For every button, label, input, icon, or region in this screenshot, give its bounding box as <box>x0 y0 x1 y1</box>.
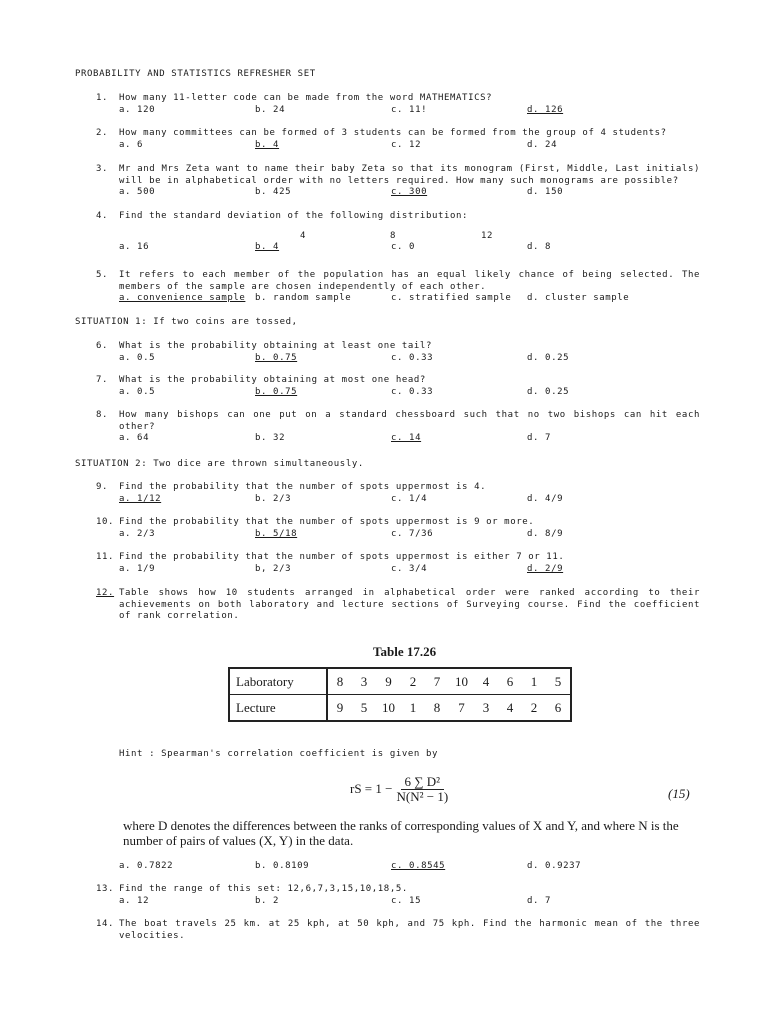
choice-b: b, 2/3 <box>255 563 292 574</box>
question-text: How many bishops can one put on a standard chessboard such that no two bishops can hit each other? <box>119 410 700 432</box>
distribution-value: 12 <box>481 230 494 241</box>
situation-1-heading: SITUATION 1: If two coins are tossed, <box>75 317 298 327</box>
question-number: 8. <box>96 410 109 420</box>
question-number: 9. <box>96 482 109 492</box>
choice-a: a. 500 <box>119 187 156 197</box>
table-cell: 8 <box>327 668 352 695</box>
answer-choices <box>119 896 700 908</box>
question-number: 10. <box>96 517 115 527</box>
hint-text: Hint : Spearman's correlation coefficient is given by <box>119 749 438 759</box>
choice-d: d. 4/9 <box>527 493 564 504</box>
question-number: 14. <box>96 919 115 929</box>
choice-b: b. 24 <box>255 104 286 115</box>
table-cell: 5 <box>360 699 368 715</box>
question-10 <box>96 517 700 540</box>
choice-c-answer: c. 0.8545 <box>391 861 446 871</box>
question-5 <box>96 270 700 305</box>
choice-d: d. 7 <box>527 433 552 443</box>
question-11 <box>96 552 700 575</box>
choice-c: c. 0.33 <box>391 352 434 363</box>
question-number: 5. <box>96 270 109 280</box>
table-cell: 3 <box>482 699 490 715</box>
table-cell: 10 <box>449 668 474 695</box>
question-2 <box>96 128 700 151</box>
choice-c: c. 7/36 <box>391 528 434 539</box>
distribution-value: 4 <box>300 230 307 241</box>
choice-c: c. 0.33 <box>391 386 434 397</box>
choice-d-answer: d. 126 <box>527 104 564 115</box>
table-cell: 1 <box>409 699 417 715</box>
question-number: 13. <box>96 884 115 894</box>
question-text: It refers to each member of the population has an equal likely chance of being selected. The members of the sample are chosen independently of each other. <box>119 270 700 292</box>
choice-b: b. 2 <box>255 895 280 906</box>
table-cell: 2 <box>530 699 538 715</box>
choice-d: d. cluster sample <box>527 293 630 303</box>
choice-a: a. 0.5 <box>119 352 156 363</box>
question-text: Find the standard deviation of the following distribution: <box>119 211 469 221</box>
choice-d: d. 8/9 <box>527 528 564 539</box>
answer-choices <box>119 387 700 399</box>
situation-2-heading: SITUATION 2: Two dice are thrown simultaneously. <box>75 459 364 469</box>
choice-b: b. 2/3 <box>255 493 292 504</box>
formula-explanation: where D denotes the differences between the ranks of corresponding values of X and Y, and where N is the number of pairs of values (X, Y) in the data. <box>123 818 679 848</box>
question-text: How many committees can be formed of 3 students can be formed from the group of 4 students? <box>119 128 667 138</box>
question-number: 2. <box>96 128 109 138</box>
table-cell: 8 <box>433 699 441 715</box>
choice-c: c. 0 <box>391 242 416 252</box>
question-3 <box>96 164 700 199</box>
choice-a: a. 0.7822 <box>119 861 174 871</box>
question-number: 11. <box>96 552 115 562</box>
choice-c: c. 1/4 <box>391 493 428 504</box>
equation-number: (15) <box>668 786 690 801</box>
choice-b-answer: b. 4 <box>255 242 280 252</box>
choice-c: c. 15 <box>391 895 422 906</box>
answer-choices <box>119 433 700 445</box>
question-text: How many 11-letter code can be made from the word MATHEMATICS? <box>119 93 493 103</box>
choice-a: a. 12 <box>119 895 150 906</box>
question-6 <box>96 341 700 364</box>
question-text: Find the probability that the number of spots uppermost is either 7 or 11. <box>119 552 565 562</box>
table-cell: 10 <box>382 699 395 715</box>
choice-a: a. 6 <box>119 139 144 150</box>
choice-d: d. 0.25 <box>527 352 570 363</box>
choice-c: c. 3/4 <box>391 563 428 574</box>
choice-d: d. 7 <box>527 895 552 906</box>
table-cell: 7 <box>458 699 465 715</box>
choice-d: d. 24 <box>527 139 558 150</box>
question-number: 12. <box>96 588 115 598</box>
choice-a: a. 16 <box>119 242 150 252</box>
table-cell: 1 <box>522 668 546 695</box>
answer-choices <box>119 293 700 305</box>
table-row-lecture <box>229 695 571 722</box>
choice-a: a. 0.5 <box>119 386 156 397</box>
formula-numerator: 6 ∑ D² <box>401 776 445 790</box>
choice-d: d. 0.25 <box>527 386 570 397</box>
distribution-values <box>119 231 700 243</box>
question-12 <box>96 588 700 623</box>
table-cell: 3 <box>352 668 376 695</box>
question-text: Mr and Mrs Zeta want to name their baby Zeta so that its monogram (First, Middle, Last initials) will be in alphabetical order with no letters required. How many such monograms are possible? <box>119 164 700 186</box>
question-number: 4. <box>96 211 109 221</box>
table-cell: 6 <box>554 699 562 715</box>
question-13 <box>96 884 700 907</box>
spearman-formula <box>350 776 448 802</box>
choice-d: d. 0.9237 <box>527 861 582 871</box>
choice-c: c. 12 <box>391 139 422 150</box>
choice-a-answer: a. 1/12 <box>119 493 162 504</box>
question-text: The boat travels 25 km. at 25 kph, at 50 kph, and 75 kph. Find the harmonic mean of the three velocities. <box>119 919 700 941</box>
question-12-choices <box>96 861 700 873</box>
distribution-value: 8 <box>390 230 397 241</box>
table-cell: 4 <box>506 699 514 715</box>
row-label: Lecture <box>229 695 327 722</box>
question-text: What is the probability obtaining at least one tail? <box>119 341 432 351</box>
choice-a: a. 64 <box>119 433 150 443</box>
answer-choices <box>119 494 700 506</box>
question-text: Find the range of this set: 12,6,7,3,15,10,18,5. <box>119 884 408 894</box>
answer-choices <box>119 564 700 576</box>
choice-b: b. 0.8109 <box>255 861 310 871</box>
choice-d-answer: d. 2/9 <box>527 563 564 574</box>
table-cell: 4 <box>474 668 498 695</box>
formula-lhs: rS = 1 − <box>350 781 393 797</box>
question-7 <box>96 375 700 398</box>
choice-b: b. 32 <box>255 433 286 443</box>
answer-choices <box>119 861 700 873</box>
answer-choices <box>119 242 700 254</box>
choice-b: b. 425 <box>255 187 292 197</box>
question-14 <box>96 919 700 942</box>
table-cell: 9 <box>376 668 401 695</box>
question-8 <box>96 410 700 445</box>
question-number: 7. <box>96 375 109 385</box>
question-text: Find the probability that the number of spots uppermost is 9 or more. <box>119 517 535 527</box>
choice-b: b. random sample <box>255 293 352 303</box>
table-cell: 2 <box>401 668 425 695</box>
choice-a: a. 1/9 <box>119 563 156 574</box>
question-text: Table shows how 10 students arranged in alphabetical order were ranked according to their achievements on both laboratory and lecture sections of Surveying course. Find the coefficient of rank correlation. <box>119 588 700 621</box>
choice-c-answer: c. 14 <box>391 433 422 443</box>
answer-choices <box>119 140 700 152</box>
choice-a-answer: a. convenience sample <box>119 293 246 303</box>
question-9 <box>96 482 700 505</box>
answer-choices <box>119 105 700 117</box>
choice-b-answer: b. 4 <box>255 139 280 150</box>
choice-a: a. 120 <box>119 104 156 115</box>
question-number: 1. <box>96 93 109 103</box>
choice-c: c. stratified sample <box>391 293 512 303</box>
choice-b-answer: b. 0.75 <box>255 386 298 397</box>
choice-d: d. 150 <box>527 187 564 197</box>
choice-b-answer: b. 0.75 <box>255 352 298 363</box>
choice-c-answer: c. 300 <box>391 187 428 197</box>
answer-choices <box>119 353 700 365</box>
formula-fraction <box>396 776 448 802</box>
table-title: Table 17.26 <box>373 644 437 659</box>
choice-c: c. 11! <box>391 104 428 115</box>
answer-choices <box>119 529 700 541</box>
row-label: Laboratory <box>229 668 327 695</box>
question-4 <box>96 211 700 254</box>
document-title: PROBABILITY AND STATISTICS REFRESHER SET <box>75 69 316 79</box>
rank-table <box>228 667 572 722</box>
table-row-laboratory <box>229 668 571 695</box>
formula-denominator: N(N² − 1) <box>396 788 449 804</box>
table-cell: 5 <box>546 668 571 695</box>
choice-a: a. 2/3 <box>119 528 156 539</box>
choice-b-answer: b. 5/18 <box>255 528 298 539</box>
question-number: 3. <box>96 164 109 174</box>
question-text: Find the probability that the number of spots uppermost is 4. <box>119 482 487 492</box>
choice-d: d. 8 <box>527 242 552 252</box>
answer-choices <box>119 187 700 199</box>
question-text: What is the probability obtaining at most one head? <box>119 375 426 385</box>
table-cell: 7 <box>425 668 449 695</box>
question-1 <box>96 93 700 116</box>
question-number: 6. <box>96 341 109 351</box>
table-cell: 6 <box>498 668 522 695</box>
table-cell: 9 <box>336 699 344 715</box>
